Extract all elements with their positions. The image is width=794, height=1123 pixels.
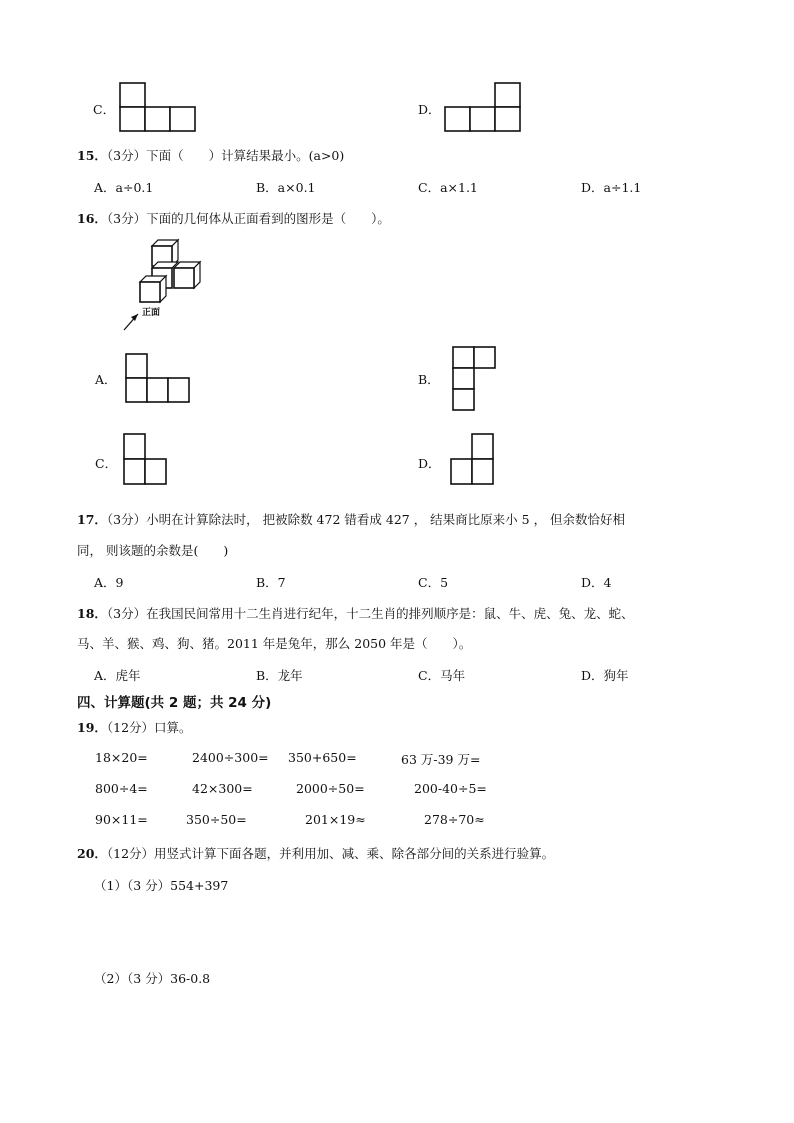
q17-option-c[interactable]: C．5 — [418, 575, 449, 590]
q19-number: 19． — [77, 720, 107, 735]
q17-option-b[interactable]: B．7 — [256, 575, 286, 590]
q18-text-line1: （3分）在我国民间常用十二生肖进行纪年，十二生肖的排列顺序是：鼠、牛、虎、兔、龙、蛇、 — [106, 606, 634, 621]
q16-option-d-label[interactable]: D． — [418, 456, 441, 471]
q17-number: 17． — [77, 512, 107, 527]
q17-option-a[interactable]: A．9 — [94, 575, 124, 590]
q19-item: 201×19≈ — [305, 812, 366, 827]
q19-item: 350+650= — [288, 750, 357, 765]
q19-item: 42×300= — [192, 781, 253, 796]
q15-option-b[interactable]: B．a×0.1 — [256, 180, 316, 195]
q17-option-d[interactable]: D．4 — [581, 575, 612, 590]
q19-item: 18×20= — [95, 750, 148, 765]
q20-text: （12分）用竖式计算下面各题，并利用加、减、乘、除各部分间的关系进行验算。 — [106, 846, 555, 861]
q16-option-c-label[interactable]: C． — [95, 456, 118, 471]
q16-front-label: 正面 — [142, 308, 161, 318]
q18-option-b[interactable]: B．龙年 — [256, 668, 303, 683]
q19-text: （12分）口算。 — [106, 720, 192, 735]
q15-stem — [77, 146, 344, 164]
q17-text-line2: 同， 则该题的余数是( ) — [77, 543, 229, 558]
q16-stem — [77, 209, 390, 227]
q19-item: 2400÷300= — [192, 750, 269, 765]
q16-option-a-label[interactable]: A． — [95, 372, 117, 387]
q19-item: 2000÷50= — [296, 781, 365, 796]
q20-stem — [77, 844, 554, 862]
q20-sub1: （1）（3 分）554+397 — [94, 878, 229, 893]
q15-option-a[interactable]: A．a÷0.1 — [94, 180, 154, 195]
q19-item: 350÷50= — [186, 812, 247, 827]
q19-item: 90×11= — [95, 812, 148, 827]
q19-stem — [77, 718, 192, 736]
q18-text-line2: 马、羊、猴、鸡、狗、猪。2011 年是兔年，那么 2050 年是（ ）。 — [77, 636, 472, 651]
q20-sub2: （2）（3 分）36-0.8 — [94, 971, 211, 986]
q16-option-c-figure — [122, 432, 172, 488]
q15-number: 15． — [77, 148, 107, 163]
q19-item: 800÷4= — [95, 781, 148, 796]
q14-option-c-label[interactable]: C． — [93, 102, 116, 117]
q19-item: 278÷70≈ — [424, 812, 485, 827]
q18-option-a[interactable]: A．虎年 — [94, 668, 141, 683]
q18-option-d[interactable]: D．狗年 — [581, 668, 629, 683]
q16-text: （3分）下面的几何体从正面看到的图形是（ ）。 — [106, 211, 390, 226]
q20-number: 20． — [77, 846, 107, 861]
q17-stem-line1 — [77, 510, 625, 528]
q14-option-d-label[interactable]: D． — [418, 102, 441, 117]
q18-stem-line1 — [77, 604, 634, 622]
q16-number: 16． — [77, 211, 107, 226]
q18-option-c[interactable]: C．马年 — [418, 668, 466, 683]
q16-option-d-figure — [449, 432, 499, 488]
q16-cube-figure — [118, 238, 218, 338]
q14-option-d-figure — [443, 81, 523, 133]
q16-option-b-label[interactable]: B． — [418, 372, 440, 387]
q15-option-c[interactable]: C．a×1.1 — [418, 180, 478, 195]
q16-option-b-figure — [451, 345, 501, 415]
q15-text: （3分）下面（ ）计算结果最小。(a>0) — [106, 148, 345, 163]
q14-option-c-figure — [118, 81, 198, 133]
q19-item: 200-40÷5= — [414, 781, 487, 796]
section-4-title: 四、计算题(共 2 题；共 24 分) — [77, 695, 272, 711]
q18-number: 18． — [77, 606, 107, 621]
q16-option-a-figure — [124, 352, 194, 406]
q19-item: 63 万-39 万= — [401, 752, 481, 767]
q15-option-d[interactable]: D．a÷1.1 — [581, 180, 642, 195]
q17-text-line1: （3分）小明在计算除法时， 把被除数 472 错看成 427 ， 结果商比原来小 5 ， 但余数恰好相 — [106, 512, 626, 527]
